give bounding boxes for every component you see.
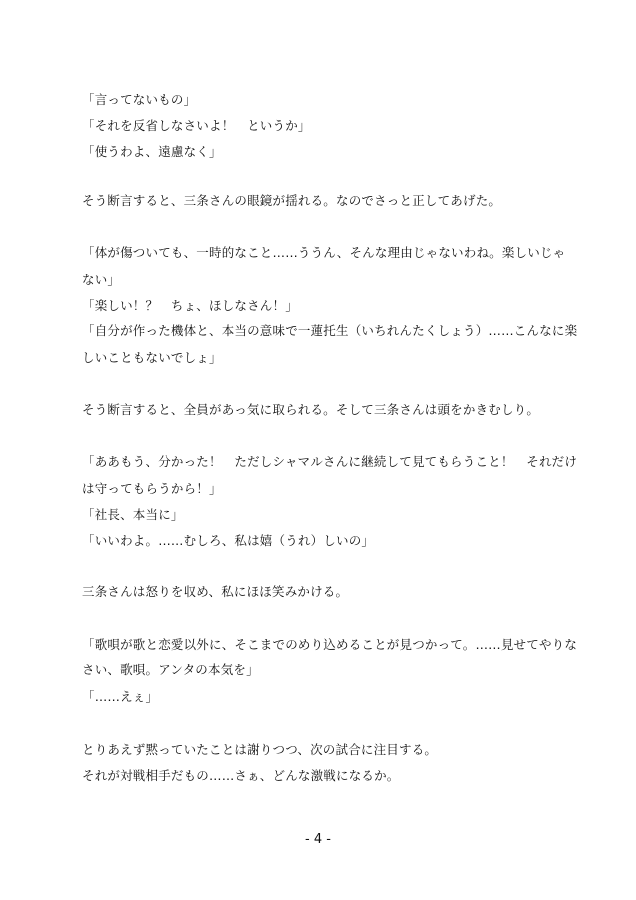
text-line: 三条さんは怒りを収め、私にほほ笑みかける。 [82,584,349,599]
text-line: ない」 [82,272,121,287]
text-line: 「社長、本当に」 [82,507,184,522]
text-line: 「使うわよ、遠慮なく」 [82,144,222,159]
text-line: 「体が傷ついても、一時的なこと……ううん、そんな理由じゃないわね。楽しいじゃ [82,245,566,260]
text-line: さい、歌唄。アンタの本気を」 [82,662,259,677]
text-line: そう断言すると、三条さんの眼鏡が揺れる。なのでさっと正してあげた。 [82,193,502,208]
text-line: しいこともないでしょ」 [82,350,222,365]
text-line: そう断言すると、全員があっ気に取られる。そして三条さんは頭をかきむしり。 [82,402,540,417]
text-line: 「……えぇ」 [82,689,159,704]
text-line: 「いいわよ。……むしろ、私は嬉（うれ）しいの」 [82,533,375,548]
text-line: 「自分が作った機体と、本当の意味で一蓮托生（いちれんたくしょう）……こんなに楽 [82,323,578,338]
page-number: - 4 - [305,832,331,847]
text-line: 「ああもう、分かった！ ただしシャマルさんに継続して見てもらうこと！ それだけ [82,454,578,469]
text-line: は守ってもらうから！」 [82,481,222,496]
text-line: 「歌唄が歌と恋愛以外に、そこまでのめり込めることが見つかって。……見せてやりな [82,637,578,652]
text-line: 「楽しい！？ ちょ、ほしなさん！」 [82,298,298,313]
text-line: 「言ってないもの」 [82,92,197,107]
text-line: 「それを反省しなさいよ！ というか」 [82,118,311,133]
text-line: とりあえず黙っていたことは謝りつつ、次の試合に注目する。 [82,742,438,757]
text-line: それが対戦相手だもの……さぁ、どんな激戦になるか。 [82,768,400,783]
